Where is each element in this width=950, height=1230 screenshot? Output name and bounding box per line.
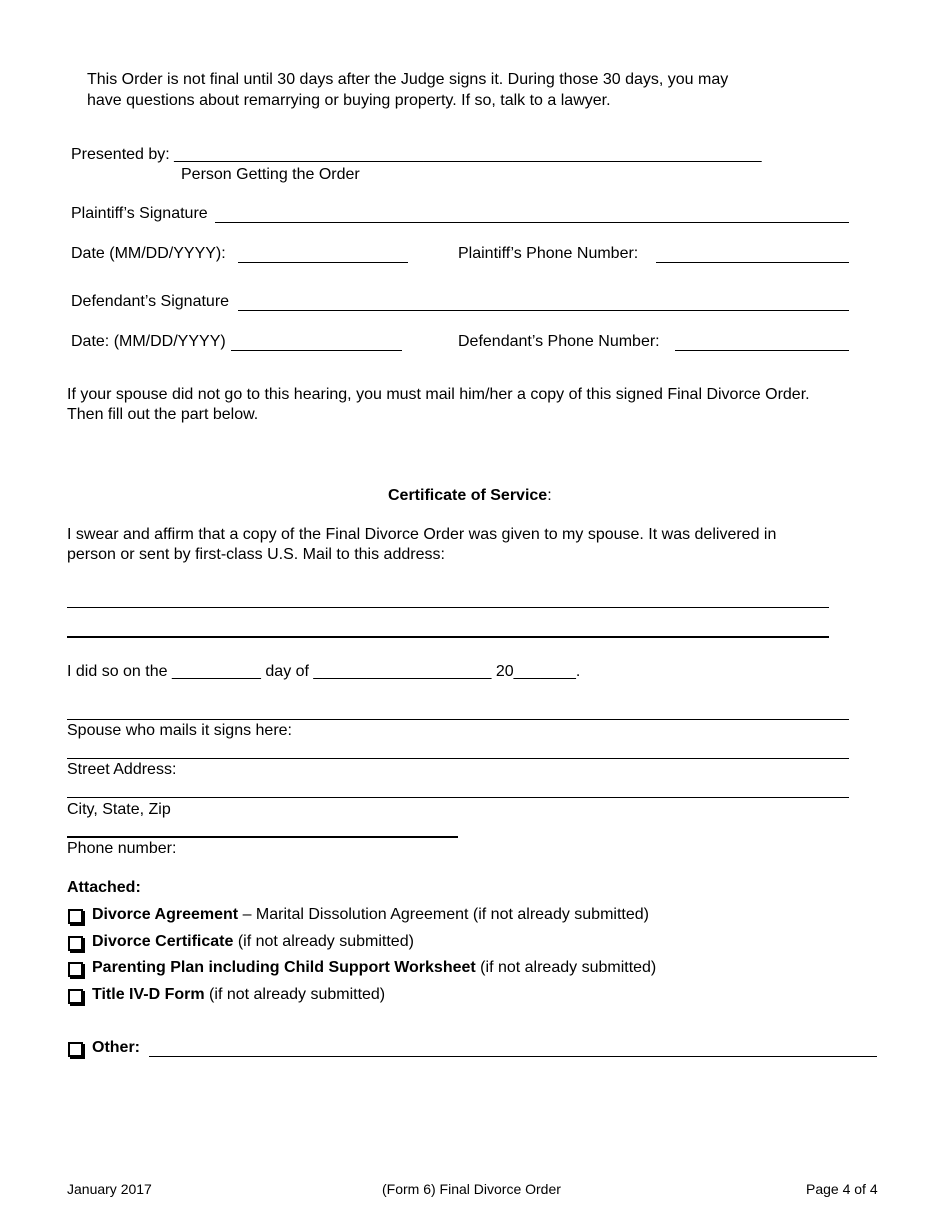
attached-heading: Attached: — [67, 879, 141, 896]
notice-line-2: have questions about remarrying or buying property. If so, talk to a lawyer. — [87, 92, 611, 109]
mail-instruction-line-1: If your spouse did not go to this hearing, you must mail him/her a copy of this signed Final Divorce Order. — [67, 386, 810, 403]
footer-form-title: (Form 6) Final Divorce Order — [382, 1181, 561, 1197]
defendant-signature-line[interactable] — [238, 310, 849, 311]
certificate-title-colon: : — [547, 487, 552, 504]
plaintiff-signature-line[interactable] — [215, 222, 849, 223]
attached-item-note: (if not already submitted) — [204, 986, 386, 1003]
attached-item-parenting-plan — [92, 958, 656, 978]
plaintiff-date-line[interactable] — [238, 262, 408, 263]
presented-by-label — [71, 145, 761, 165]
did-so-on-line[interactable]: I did so on the __________ day of ____________________ 20_______. — [67, 663, 581, 680]
plaintiff-signature-label: Plaintiff’s Signature — [71, 205, 208, 222]
defendant-phone-line[interactable] — [675, 350, 849, 351]
attached-item-title: Divorce Agreement — [92, 906, 239, 923]
attached-item-divorce-certificate — [92, 932, 414, 952]
checkbox-parenting-plan[interactable] — [68, 962, 83, 977]
other-label: Other: — [92, 1039, 140, 1056]
plaintiff-phone-label: Plaintiff’s Phone Number: — [458, 245, 639, 262]
footer-page-number: Page 4 of 4 — [806, 1181, 878, 1197]
attached-item-title-iv-d-form — [92, 985, 385, 1005]
phone-number-label: Phone number: — [67, 840, 177, 857]
defendant-phone-label: Defendant’s Phone Number: — [458, 333, 660, 350]
checkbox-divorce-certificate[interactable] — [68, 936, 83, 951]
attached-item-title: Parenting Plan including Child Support Worksheet — [92, 959, 476, 976]
checkbox-other[interactable] — [68, 1042, 83, 1057]
attached-item-note: (if not already submitted) — [475, 959, 657, 976]
presented-by-sublabel: Person Getting the Order — [181, 166, 360, 183]
checkbox-title-iv-d-form[interactable] — [68, 989, 83, 1004]
defendant-date-line[interactable] — [231, 350, 402, 351]
attached-item-title: Divorce Certificate — [92, 933, 234, 950]
city-state-zip-line[interactable] — [67, 797, 849, 798]
plaintiff-date-label: Date (MM/DD/YYYY): — [71, 245, 226, 262]
city-state-zip-label: City, State, Zip — [67, 801, 171, 818]
defendant-date-label: Date: (MM/DD/YYYY) — [71, 333, 226, 350]
spouse-signature-label: Spouse who mails it signs here: — [67, 722, 292, 739]
defendant-signature-label: Defendant’s Signature — [71, 293, 230, 310]
certificate-title-text: Certificate of Service — [388, 487, 548, 504]
attached-item-note: (if not already submitted) — [233, 933, 414, 950]
affirm-line-1: I swear and affirm that a copy of the Final Divorce Order was given to my spouse. It was delivered in — [67, 526, 777, 543]
address-line-1[interactable] — [67, 607, 829, 608]
attached-item-note: – Marital Dissolution Agreement (if not already submitted) — [238, 906, 649, 923]
attached-item-title: Title IV-D Form — [92, 986, 205, 1003]
presented-by-text: Presented by: — [71, 146, 175, 163]
spouse-signature-line[interactable] — [67, 719, 849, 720]
street-address-label: Street Address: — [67, 761, 177, 778]
attached-item-divorce-agreement — [92, 905, 649, 925]
certificate-title — [388, 486, 552, 506]
phone-number-line[interactable] — [67, 836, 458, 838]
plaintiff-phone-line[interactable] — [656, 262, 849, 263]
other-line[interactable] — [149, 1056, 877, 1057]
notice-line-1: This Order is not final until 30 days after the Judge signs it. During those 30 days, you may — [87, 71, 729, 88]
street-address-line[interactable] — [67, 758, 849, 759]
footer-date: January 2017 — [67, 1181, 152, 1197]
address-line-2[interactable] — [67, 636, 829, 638]
checkbox-divorce-agreement[interactable] — [68, 909, 83, 924]
mail-instruction-line-2: Then fill out the part below. — [67, 406, 259, 423]
presented-by-blank[interactable]: __________________________________________________________________ — [174, 146, 762, 163]
affirm-line-2: person or sent by first-class U.S. Mail to this address: — [67, 546, 445, 563]
